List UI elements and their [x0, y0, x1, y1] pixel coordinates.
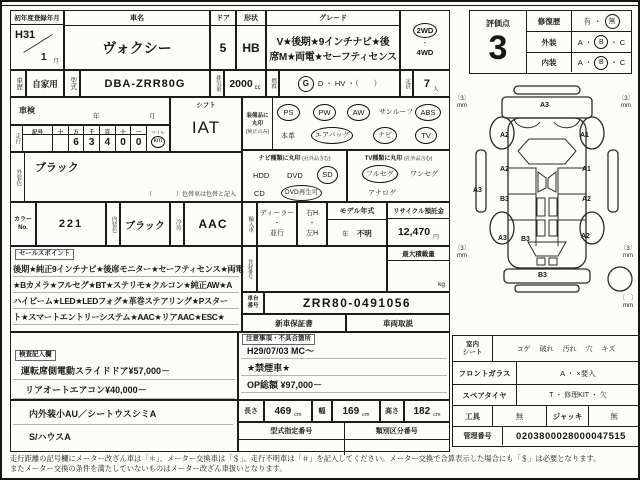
chassis-no-value: ZRR80-0491056	[264, 292, 450, 314]
exterior-color-note: （ ）色替車は色替と記入	[145, 192, 236, 198]
equipment-label-2: 丸印	[251, 120, 263, 127]
interior-color-value: ブラック	[120, 202, 170, 246]
damage-right-front-fender: A1	[580, 132, 589, 139]
rating-table	[469, 10, 632, 74]
seat-label-1: 室内	[466, 340, 479, 348]
score-label: 評価点	[486, 18, 510, 28]
tools-value: 無	[493, 406, 547, 426]
damage-left-front-fender: A2	[500, 132, 509, 139]
max-load-label: 最大積載量	[388, 247, 449, 261]
registration-no-value	[257, 246, 387, 292]
color-no-value: 221	[36, 202, 106, 246]
import-parallel: 並行	[270, 230, 284, 237]
damage-right-rear-door: A2	[582, 196, 591, 203]
width-label: 幅	[312, 400, 332, 422]
tv-type-header: TV種類に丸印	[364, 156, 403, 162]
model-code-value: DBA-ZRR80G	[80, 70, 210, 97]
mileage-digit: 6	[73, 137, 79, 148]
equip-ps-circled: PS	[277, 104, 300, 121]
import-dot: ・	[273, 220, 281, 227]
body-shape-cell	[236, 10, 266, 70]
height-unit: cm	[433, 412, 441, 418]
windshield-label: フロントガラス	[453, 362, 517, 384]
equip-pw-circled: PW	[313, 104, 336, 121]
inspection-month-unit: 月	[149, 113, 156, 120]
tread-front-right	[616, 96, 636, 110]
sales-point-line: ★Bカメラ★フルセグ★BT★ステリモ★クルコン★純正AW★A	[13, 277, 239, 293]
notes-line: H29/07/03 MC～	[241, 343, 447, 359]
mileage-digit: 4	[104, 137, 111, 148]
doors-label: ドア	[211, 11, 235, 26]
mileage-mile-unit: マイル	[151, 129, 165, 135]
mileage-col: 十	[53, 126, 68, 135]
damage-left-sill: A3	[473, 187, 482, 194]
grade-line2: 席M★両電★セーフティセンス	[269, 52, 397, 63]
type-number-cell	[238, 422, 450, 452]
displacement-unit: cc	[254, 84, 261, 91]
tread-front-left-value: 〔3〕	[454, 96, 470, 102]
body-shape-label: 形状	[237, 11, 265, 26]
equip-sunroof: サンルーフ	[379, 109, 414, 116]
exterior-grade-a: A	[577, 37, 583, 47]
navi-cd: CD	[254, 189, 265, 198]
fuel-label: 燃料	[266, 70, 279, 97]
seat-option: コゲ	[516, 345, 531, 353]
grading-note-line2: S/ハウスA	[29, 432, 71, 442]
navi-type-header-note: (社外品含む)	[302, 156, 331, 162]
first-registration-era: H31	[15, 29, 36, 41]
type-designation-header: 型式指定番号	[239, 423, 345, 439]
mileage-col: 一	[131, 126, 146, 135]
mm-unit: mm	[623, 303, 633, 309]
displacement-label: 排気量	[210, 70, 224, 97]
equipment-cell	[242, 97, 450, 150]
handle-dot: ・	[308, 220, 316, 227]
recycle-label: リサイクル預託金	[388, 203, 449, 219]
fuel-options: D ・ HV ・（ ）	[317, 79, 382, 88]
shift-cell	[170, 97, 242, 152]
car-name-label: 車名	[65, 11, 209, 26]
inspection-year-unit: 年	[93, 113, 100, 120]
max-load-unit: kg	[438, 280, 445, 288]
mileage-col: 千	[84, 126, 99, 135]
equip-abs-circled: ABS	[415, 104, 441, 121]
inspection-cell	[10, 97, 170, 125]
chassis-label-1: 車台	[247, 296, 259, 302]
type-designation-value	[239, 440, 345, 455]
inspector-line: 運転席側電動スライドドア¥57,000－	[13, 361, 235, 380]
equip-airbag-circled: エアバッグ	[311, 127, 353, 144]
damage-left-rear-door: B3	[500, 196, 509, 203]
mileage-digit: 3	[88, 137, 95, 148]
seat-option: 汚れ	[562, 345, 577, 353]
mileage-cell	[10, 125, 170, 152]
spare-tire-label: スペアタイヤ	[453, 385, 517, 405]
tread-rear-right-value: 〔3〕	[620, 246, 636, 252]
length-label: 長さ	[238, 400, 264, 422]
drive-separator: ・	[421, 40, 429, 48]
dot: ・	[584, 37, 593, 47]
damage-left-rear-quarter: A3	[498, 235, 507, 242]
use-history-label: 車歴	[10, 70, 26, 97]
jack-label: ジャッキ	[547, 406, 589, 426]
first-registration-month: 1	[41, 52, 47, 63]
mileage-label: 走行	[11, 126, 23, 151]
seat-label-2: シート	[462, 348, 483, 356]
equip-navi-circled: ナビ	[373, 127, 397, 144]
capacity-cell	[413, 70, 450, 97]
drive-4wd: 4WD	[416, 48, 434, 58]
import-dealer: ディーラー	[259, 210, 295, 217]
model-year-label: モデル年式	[328, 203, 386, 220]
color-no-label	[10, 202, 36, 246]
sales-point-cell	[10, 246, 242, 332]
tread-front-right-value: 〔3〕	[618, 96, 634, 102]
dot: ・	[610, 58, 618, 67]
tv-type-cell	[347, 150, 450, 202]
color-no-label-1: カラー	[13, 217, 32, 223]
mileage-symbol-header: 記号	[23, 126, 52, 135]
exterior-color-label: 外装色	[11, 153, 25, 201]
management-no-label: 管理番号	[453, 427, 503, 445]
tread-rear-right	[618, 246, 638, 260]
sales-point-line: ハイビーム★LED★LEDフォグ★革巻ステアリング★Pスター	[13, 293, 239, 309]
model-year-value: 不明	[356, 228, 372, 238]
body-shape-value: HB	[242, 41, 260, 55]
disclaimer-line2: またメーター交換の条件を満たしていないものはメーター改ざん車扱いとなります。	[10, 464, 287, 473]
grading-notes-cell	[10, 400, 238, 452]
model-year-cell	[327, 202, 387, 246]
registration-no-label: 登録番号	[242, 246, 257, 292]
damage-front-bumper: A3	[540, 102, 549, 109]
import-dealer-cell	[257, 202, 297, 246]
grade-line1: V★後期★9インチナビ★後	[276, 37, 390, 48]
handle-right: 右H	[305, 210, 319, 217]
mileage-col: 万	[69, 126, 84, 135]
tools-label: 工具	[453, 406, 493, 426]
first-registration-cell	[10, 10, 64, 70]
damage-right-front-door: A1	[582, 166, 591, 173]
handle-cell	[297, 202, 327, 246]
tv-type-header-note: (社外品含む)	[404, 156, 433, 162]
car-name-cell	[64, 10, 210, 70]
equipment-label-1: 装備品に	[246, 112, 269, 119]
tv-analog: アナログ	[368, 190, 396, 197]
inspector-entry-cell	[10, 332, 238, 400]
equip-aw-circled: AW	[347, 104, 370, 121]
warranty-book-header: 新車保証書	[242, 314, 346, 332]
damage-rear-bumper: B3	[538, 272, 547, 279]
car-name-value: ヴォクシー	[102, 40, 172, 56]
damage-right-rear-quarter: A2	[581, 233, 590, 240]
mm-unit: mm	[621, 103, 631, 109]
import-label: 輸入車	[242, 202, 257, 246]
equip-leather: 本革	[281, 133, 295, 140]
car-topview-drawing	[452, 80, 640, 350]
windshield-value: A ・ ×要入	[560, 368, 596, 378]
management-no-value: 0203800028000047515	[516, 430, 626, 442]
recycle-value: 12,470	[397, 226, 431, 238]
equip-tv-circled: TV	[415, 127, 437, 144]
capacity-label: 定員	[400, 70, 413, 97]
seat-option: キズ	[601, 345, 616, 353]
length-unit: cm	[294, 412, 302, 418]
recycle-cell	[387, 202, 450, 246]
exterior-grade-label: 外装	[527, 32, 572, 52]
tv-fullseg-circled: フルセグ	[362, 165, 398, 183]
ac-label: 冷房	[170, 202, 184, 246]
model-year-unit: 年	[342, 230, 349, 238]
mm-unit: mm	[457, 103, 467, 109]
drive-2wd-circled: 2WD	[413, 23, 438, 39]
damage-tailgate: B3	[521, 236, 530, 243]
car-damage-diagram	[452, 80, 640, 350]
ac-value: AAC	[184, 202, 242, 246]
repair-yes: 有	[583, 16, 591, 26]
exterior-grade-c: C	[619, 37, 626, 47]
tread-spare	[618, 296, 638, 310]
inspection-label: 車検	[19, 106, 35, 115]
inspector-entry-label: 検査記入欄	[15, 350, 56, 361]
mileage-digit: 0	[120, 137, 126, 148]
disclaimer-line1: 走行距離の記号欄にメーター改ざん車は「＊」、メーター交換車は「＄」、走行不明車は「＃」を記入してください。メーター交換で合算表示した場合にも「＄」は必要となります。	[10, 454, 601, 463]
notes-line: ★禁煙車★	[241, 360, 447, 376]
notes-line: OP総額 ¥97,000－	[241, 377, 447, 393]
navi-sd-circled: SD	[317, 166, 338, 184]
repair-dot: ・	[594, 16, 602, 26]
chassis-label-2: 番号	[247, 303, 259, 309]
fuel-cell	[279, 70, 400, 97]
capacity-value: 7	[423, 77, 431, 90]
grading-note-line1: 内外装小AU／シートウスシミA	[13, 403, 233, 425]
mileage-digit: 0	[135, 137, 142, 148]
doors-cell	[210, 10, 236, 70]
fuel-gasoline-circled: G	[298, 76, 314, 92]
sales-point-line: 後期★純正9インチナビ★後席モニター★セーフティセンス★両電	[13, 261, 239, 277]
height-value-cell	[404, 400, 450, 422]
shift-label: シフト	[196, 102, 216, 109]
notes-label: 注意事項・不具合箇所	[242, 334, 315, 345]
mm-unit: mm	[623, 253, 633, 259]
navi-dvd: DVD	[287, 171, 303, 180]
spare-tire-value: T ・ 修理KIT ・ 欠	[549, 392, 607, 399]
drivetrain-cell	[400, 10, 450, 70]
notes-cell	[238, 332, 450, 400]
grade-cell	[266, 10, 400, 70]
tread-front-left	[452, 96, 472, 110]
sales-point-label: セールスポイント	[15, 249, 74, 260]
mm-unit: mm	[457, 253, 467, 259]
seat-option: 穴	[585, 345, 593, 353]
jack-value: 無	[610, 411, 618, 421]
score-value: 3	[488, 28, 508, 67]
capacity-unit: 人	[433, 86, 440, 93]
mileage-km-circled: km	[151, 136, 165, 148]
height-value: 182	[413, 405, 431, 417]
mileage-col: 十	[116, 126, 131, 135]
exterior-color-cell	[10, 152, 242, 202]
owner-manual-header: 車両取説	[346, 314, 450, 332]
width-value: 169	[342, 405, 360, 417]
grade-label: グレード	[267, 11, 399, 26]
length-value: 469	[274, 405, 292, 417]
shift-value: IAT	[191, 118, 221, 137]
displacement-value: 2000	[229, 77, 253, 90]
first-registration-label: 初年度登録年月	[11, 11, 63, 25]
height-label: 高さ	[380, 400, 404, 422]
interior-grade-a: A	[577, 58, 583, 67]
length-value-cell	[264, 400, 312, 422]
equipment-label-3: (純正のみ)	[245, 128, 270, 135]
max-load-cell	[387, 246, 450, 292]
exterior-color-value: ブラック	[35, 162, 79, 174]
repair-history-label: 修復歴	[527, 11, 572, 31]
type-classification-header: 類別区分番号	[375, 428, 418, 435]
inspector-line: リアオートエアコン¥40,000－	[13, 380, 235, 399]
seat-option: 破れ	[539, 345, 554, 353]
month-unit: 月	[53, 59, 60, 65]
color-no-label-2: No.	[18, 225, 28, 231]
handle-left: 左H	[305, 230, 319, 237]
navi-type-header: ナビ種類に丸印	[258, 156, 301, 162]
condition-table	[452, 335, 640, 447]
navi-type-cell	[242, 150, 347, 202]
chassis-no-label	[242, 292, 264, 314]
top-double-rule	[2, 5, 638, 6]
tread-rear-left-value: 〔3〕	[454, 246, 470, 252]
navi-hdd: HDD	[253, 171, 270, 180]
use-history-value: 自家用	[26, 70, 64, 97]
dot: ・	[610, 37, 618, 47]
recycle-unit: 円	[433, 234, 440, 241]
tread-rear-left	[452, 246, 472, 260]
width-unit: cm	[362, 412, 370, 418]
model-code-label: 型式	[64, 70, 80, 97]
navi-dvd-play-circled: DVD再生可	[281, 185, 322, 201]
tread-spare-value: 〔 〕	[618, 296, 637, 302]
damage-left-front-door: A2	[500, 166, 509, 173]
exterior-grade-b-circled: B	[594, 35, 608, 49]
dot: ・	[584, 58, 593, 67]
tv-oneseg: ワンセグ	[410, 171, 438, 178]
doors-value: 5	[219, 41, 227, 55]
interior-grade-label: 内装	[527, 53, 572, 72]
mileage-col: 百	[100, 126, 115, 135]
interior-grade-c: C	[619, 58, 626, 67]
displacement-cell	[224, 70, 266, 97]
interior-grade-b-circled: B	[594, 56, 608, 70]
repair-no-circled: 無	[605, 14, 620, 29]
interior-color-label: 内装色	[106, 202, 120, 246]
sales-point-line: ト★スマートエントリーシステム★AAC★リアAAC★ESC★	[13, 309, 239, 325]
width-value-cell	[332, 400, 380, 422]
